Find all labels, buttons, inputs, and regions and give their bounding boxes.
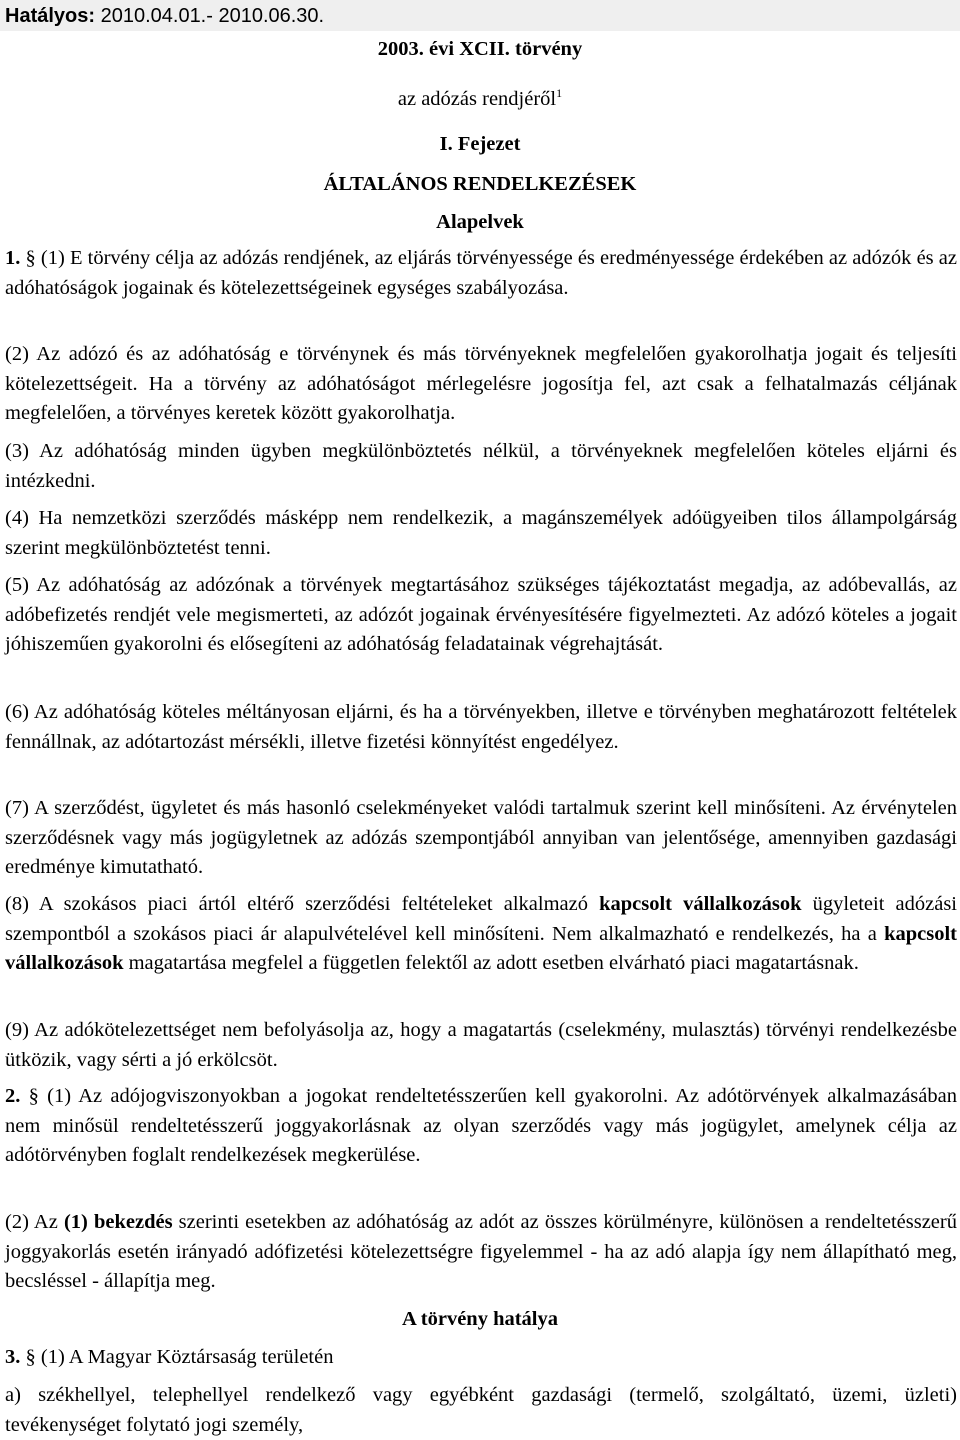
section-number: 2. [5, 1085, 21, 1107]
footnote-marker[interactable]: 1 [556, 86, 563, 101]
section-number: 1. [5, 247, 21, 269]
paragraph-1-9: (9) Az adókötelezettséget nem befolyásolja az, hogy a magatartás (cselekmény, mulasztás) törvényi rendelkezésbe ütközik, vagy sérti a jó erkölcsöt. [5, 1019, 957, 1071]
defined-term-link[interactable]: kapcsolt vállalkozások [599, 893, 802, 915]
section-number: 3. [5, 1346, 21, 1368]
validity-dates: 2010.04.01.- 2010.06.30. [95, 5, 325, 27]
chapter-title: ÁLTALÁNOS RENDELKEZÉSEK [323, 173, 637, 195]
chapter-number: I. Fejezet [439, 133, 521, 155]
paragraph-1-4: (4) Ha nemzetközi szerződés másképp nem rendelkezik, a magánszemélyek adóügyeiben tilos állampolgárság szerint megkülönböztetést tenni. [5, 507, 957, 559]
paragraph-text: szerinti esetekben az adóhatóság az adót az összes körülményre, különösen a rendeltetésszerű joggyakorlás esetén irányadó adófizetési kötelezettségre figyelemmel - ha az adó alapja így nem állapítható meg, becsléssel - állapítja meg. [5, 1211, 957, 1292]
paragraph-1-3: (3) Az adóhatóság minden ügyben megkülönböztetés nélkül, a törvényeknek megfelelően köteles eljárni és intézkedni. [5, 440, 957, 492]
section-heading-scope: A törvény hatálya [401, 1308, 559, 1330]
paragraph-1-7: (7) A szerződést, ügyletet és más hasonló cselekményeket valódi tartalmuk szerint kell minősíteni. Az érvénytelen szerződésnek vagy más jogügyletnek az adózás szempontjából annyiban van jelentősége, amennyiben gazdasági eredménye kimutatható. [5, 797, 957, 878]
paragraph-3-1 [5, 1343, 957, 1373]
paragraph-text: (2) Az [5, 1211, 64, 1233]
law-subtitle-text: az adózás rendjéről [397, 88, 557, 110]
paragraph-1-5: (5) Az adóhatóság az adózónak a törvények megtartásához szükséges tájékoztatást megadja, az adóbevallás, az adóbefizetés rendjét vele megismerteti, az adózót jogainak érvényesítésére figyelmezteti. Az adózó köteles a jogait jóhiszeműen gyakorolni és elősegíteni az adóhatóság feladatainak végrehajtását. [5, 574, 957, 655]
validity-label: Hatályos: [5, 5, 96, 27]
paragraph-3-1-a: a) székhellyel, telephellyel rendelkező vagy egyébként gazdasági (termelő, szolgáltató, üzemi, üzleti) tevékenységet folytató jogi személy, [5, 1384, 957, 1436]
paragraph-text: § (1) Az adójogviszonyokban a jogokat rendeltetésszerűen kell gyakorolni. Az adótörvények alkalmazásában nem minősül rendeltetésszerű joggyakorlásnak az olyan szerződés vagy más jogügylet, amelynek célja az adótörvényben foglalt rendelkezések megkerülése. [5, 1085, 957, 1166]
paragraph-1-8 [5, 890, 957, 979]
paragraph-1-1 [5, 244, 957, 303]
section-heading: Alapelvek [436, 211, 524, 233]
law-title: 2003. évi XCII. törvény [377, 38, 583, 60]
defined-term-link[interactable]: kapcsolt vállalkozások [5, 922, 957, 974]
paragraph-text: § (1) A Magyar Köztársaság területén [20, 1346, 334, 1368]
paragraph-2-1 [5, 1082, 957, 1171]
paragraph-1-6: (6) Az adóhatóság köteles méltányosan eljárni, és ha a törvényekben, illetve e törvényben meghatározott feltételek fennállnak, az adótartozást mérsékli, illetve fizetési könnyítést engedélyez. [5, 701, 957, 753]
paragraph-2-2 [5, 1208, 957, 1297]
paragraph-text: (8) A szokásos piaci ártól eltérő szerződési feltételeket alkalmazó [5, 893, 600, 915]
paragraph-1-2: (2) Az adózó és az adóhatóság e törvénynek és más törvényeknek megfelelően gyakorolhatja jogait és teljesíti kötelezettségeit. Ha a törvény az adóhatóságot mérlegelésre jogosítja fel, azt csak a felhatalmazás céljának megfelelően, a törvényes keretek között gyakorolhatja. [5, 343, 957, 424]
cross-reference-link[interactable]: (1) bekezdés [63, 1211, 173, 1233]
paragraph-text: § (1) E törvény célja az adózás rendjének, az eljárás törvényessége és eredményessége érdekében az adózók és az adóhatóságok jogainak és kötelezettségeinek egységes szabályozása. [5, 247, 957, 299]
law-subtitle [0, 85, 960, 115]
validity-header [0, 0, 960, 31]
validity-text [5, 2, 324, 30]
paragraph-text: magatartása megfelel a független felektől az adott esetben elvárható piaci magatartásnak. [123, 952, 859, 974]
paragraph-text: ügyleteit adózási szempontból a szokásos piaci ár alapulvételével kell minősíteni. Nem alkalmazható e rendelkezés, ha a [5, 893, 957, 945]
